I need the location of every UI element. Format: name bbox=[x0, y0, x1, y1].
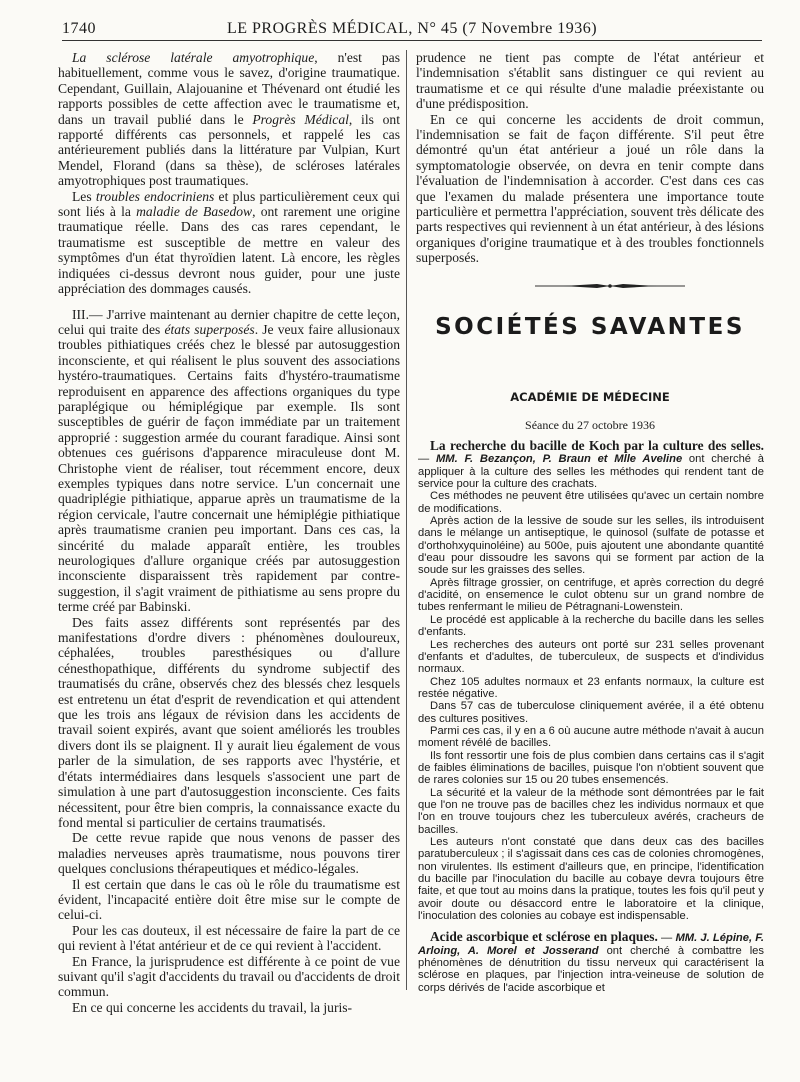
dash: — bbox=[418, 453, 436, 466]
text-run: . Je veux faire allusionaux troubles pithiatiques créés chez le blessé par autosuggestion inconsciente, et qui réalisent le plus souvent des associations hystéro-traumatiques. Certains faits d'hystéro-traumatisme reproduisent en apparence des affections organiques du type paraplégique ou hémiplégique par exemple. Ils sont susceptibles de guérir de façon immédiate par un traitement approprié : suggestion armée du courant faradique. Ainsi sont obtenues ces guérisons d'apparence miraculeuse dont M. Christophe vient de réaliser, tout récemment encore, deux exemples typiques dans notre service. L'un concernait une quadriplégie pithiatique, apparue après un traumatisme de la région cervicale, l'autre concernait une hémiplégie pithiatique après traumatisme cranien peu important. Dans ces cas, la sincérité du malade apparaît entière, les troubles neurologiques d'allure organique créés par autosuggestion inconsciente disparaissent très rapidement par contre-suggestion, il s'agit vraiment de pithiatisme au sens propre du terme créé par Babinski. bbox=[58, 321, 400, 615]
report-text: ont cherché à appliquer à la culture des selles les méthodes qui rendent tant de service pour la culture des crachats. bbox=[418, 453, 765, 491]
report-paragraph: Chez 105 adultes normaux et 23 enfants normaux, la culture est restée négative. bbox=[418, 675, 764, 700]
paragraph: Pour les cas douteux, il est nécessaire de faire la part de ce qui revient à l'état antérieur et de ce qui revient à l'accident. bbox=[58, 922, 400, 954]
report-paragraph: Dans 57 cas de tuberculose cliniquement avérée, il a été obtenu des cultures positives. bbox=[418, 700, 764, 725]
italic-term: états superposés bbox=[164, 321, 255, 337]
column-rule bbox=[406, 50, 407, 990]
reports-block bbox=[418, 440, 764, 994]
section-separator-ornament bbox=[535, 282, 685, 290]
dash: — bbox=[657, 932, 676, 945]
paragraph: En ce qui concerne les accidents de droit commun, l'indemnisation se fait de façon différente. S'il peut être démontré qu'un état antérieur a joué un rôle dans la symptomatologie observée, on devra en tenir compte dans l'évaluation de l'indemnisation à accorder. C'est dans ces cas que l'examen du malade présentera une importance toute particulière et permettra l'appréciation, souvent très délicate des parts respectives qui reviennent à un état antérieur, à des lésions organiques d'origine traumatique et à des troubles fonctionnels superposés. bbox=[416, 111, 764, 266]
paragraph: Des faits assez différents sont représentés par des manifestations d'ordre divers : phénomènes douloureux, céphalées, troubles paresthésiques ou d'allure cénesthopathique, différents du syndrome subjectif des traumatisés du crâne, observés chez des blessés chez lesquels est entretenu un état d'esprit de revendication et qui attendent que les trois ans légaux de révision dans les accidents de travail soient expirés, avant que soient améliorés les troubles divers dont ils se plaignent. Il y aurait lieu également de vous parler de la simulation, de ses rapports avec l'hystérie, et d'états intermédiaires dans lesquels s'associent une part de simulation à une part d'autosuggestion inconsciente. Ces faits nécessitent, pour être bien compris, la connaissance exacte du fond mental si particulier de certains traumatisés. bbox=[58, 614, 400, 830]
text-run: , ont rarement une origine traumatique réelle. Dans des cas rares cependant, le traumatisme est susceptible de mettre en valeur des symptômes d'un état thyroïdien latent. Là encore, les règles indiquées ci-dessus devront nous guider, pour une juste appréciation des dommages causés. bbox=[58, 204, 401, 297]
report-heading-paragraph bbox=[418, 931, 764, 994]
running-title: LE PROGRÈS MÉDICAL, N° 45 (7 Novembre 1936) bbox=[226, 20, 598, 37]
report-paragraph: Les recherches des auteurs ont porté sur 231 selles provenant d'enfants et d'adultes, de tuberculeux, de suspects et d'individus normaux. bbox=[418, 638, 764, 676]
report-paragraph: Les auteurs n'ont constaté que dans deux cas des bacilles paratuberculeux ; il s'agissait dans ces cas de colonies chromogènes, non virulentes. Ils estiment d'ailleurs que, en principe, l'identification du bacille par l'inoculation du bacille au cobaye devra toujours être faite, et que tout au moins dans la pratique, toutes les fois qu'il peut y avoir doute ou désaccord entre le laboratoire et la clinique, l'inoculation des colonies au cobaye est indispensable. bbox=[418, 836, 764, 923]
paragraph: Il est certain que dans le cas où le rôle du traumatisme est évident, l'incapacité entière doit être mise sur le compte de celui-ci. bbox=[58, 876, 400, 923]
report-paragraph: La sécurité et la valeur de la méthode sont démontrées par le fait que l'on ne trouve pas de bacilles chez les individus normaux et que l'on en trouve toujours chez les tuberculeux avérés, cracheurs de bacilles. bbox=[418, 786, 764, 836]
report-title: La recherche du bacille de Koch par la culture des selles. bbox=[430, 438, 764, 453]
paragraph: prudence ne tient pas compte de l'état antérieur et l'indemnisation s'établit sans distinguer ce qui revient au traumatisme et ce qui résulte d'une maladie préexistante ou d'une prédisposition. bbox=[416, 50, 764, 112]
report-authors: MM. F. Bezançon, P. Braun et Mlle Aveline bbox=[435, 453, 683, 466]
session-date: Séance du 27 octobre 1936 bbox=[525, 418, 655, 432]
report-authors: MM. J. Lépine, F. Arloing, A. Morel et Josserand bbox=[418, 932, 764, 957]
report-paragraph: Le procédé est applicable à la recherche du bacille dans les selles d'enfants. bbox=[418, 613, 764, 639]
text-run: , n'est pas habituellement, comme vous le savez, d'origine traumatique. Cependant, Guillain, Alajouanine et Thévenard ont étudié les rapports possibles de cette affection avec le traumatisme et, dans un travail publié dans le bbox=[58, 50, 400, 127]
text-run: , ils ont rapporté différents cas personnels, et rappelé les cas antérieurement publiés dans la littérature par Vulpian, Kurt Mendel, Florand (dans sa thèse), de scléroses latérales amyotrophiques post traumatiques. bbox=[58, 111, 400, 189]
text-run: et plus particulièrement ceux qui sont liés à la bbox=[58, 188, 400, 220]
report-paragraph: Après action de la lessive de soude sur les selles, ils introduisent dans le mélange un antiseptique, le quinosol (sulfate de potasse et d'orthohxyquinoléine) au 500e, puis ajoutent une abondante quantité d'eau pour dissoudre les savons qui se forment par action de la soude sur les graisses des selles. bbox=[418, 515, 764, 577]
text-run: III.— J'arrive maintenant au dernier chapitre de cette leçon, celui qui traite des bbox=[58, 306, 400, 337]
report-text: ont cherché à combattre les phénomènes de dénutrition du tissu nerveux qui caractérisent la sclérose en plaques, par l'injection intra-veineuse de solution de corps dérivés de l'acide ascorbique et bbox=[418, 944, 764, 994]
running-header bbox=[62, 18, 762, 41]
report-paragraph: Ils font ressortir une fois de plus combien dans certains cas il s'agit de faibles éliminations de bacilles, puisque l'on n'obtient souvent que de rares colonies sur 15 ou 20 tubes ensemencés. bbox=[418, 749, 764, 787]
report-paragraph: Ces méthodes ne peuvent être utilisées qu'avec un certain nombre de modifications. bbox=[418, 490, 764, 515]
italic-term: troubles endocriniens bbox=[95, 188, 215, 204]
report-heading-paragraph bbox=[418, 440, 764, 490]
academy-heading: ACADÉMIE DE MÉDECINE bbox=[510, 390, 670, 404]
paragraph bbox=[58, 50, 400, 189]
report-paragraph: Parmi ces cas, il y en a 6 où aucune autre méthode n'avait à aucun moment révélé de bacilles. bbox=[418, 724, 764, 750]
text-run: Les bbox=[72, 188, 96, 204]
paragraph: En France, la jurisprudence est différente à ce point de vue suivant qu'il s'agit d'accidents du travail ou d'accidents de droit commun. bbox=[58, 953, 400, 1000]
italic-term: maladie de Basedow bbox=[136, 204, 253, 220]
italic-term: Progrès Médical bbox=[252, 111, 349, 127]
left-column bbox=[58, 50, 400, 1015]
italic-term: La sclérose latérale amyotrophique bbox=[72, 50, 315, 65]
report-title: Acide ascorbique et sclérose en plaques. bbox=[430, 929, 658, 945]
page-number: 1740 bbox=[62, 20, 96, 37]
paragraph bbox=[58, 189, 400, 297]
paragraph: En ce qui concerne les accidents du travail, la juris- bbox=[72, 999, 353, 1015]
paragraph: De cette revue rapide que nous venons de passer des maladies nerveuses après traumatisme, nous pouvons tirer quelques conclusions thérapeutiques et médico-légales. bbox=[58, 830, 400, 877]
section-title: SOCIÉTÉS SAVANTES bbox=[435, 314, 745, 340]
paragraph bbox=[58, 307, 400, 615]
right-column bbox=[416, 50, 764, 266]
report-paragraph: Après filtrage grossier, on centrifuge, et après correction du degré d'acidité, on ensemence le culot obtenu sur un grand nombre de tubes renfermant le milieu de Pétragnani-Lowenstein. bbox=[418, 576, 764, 614]
